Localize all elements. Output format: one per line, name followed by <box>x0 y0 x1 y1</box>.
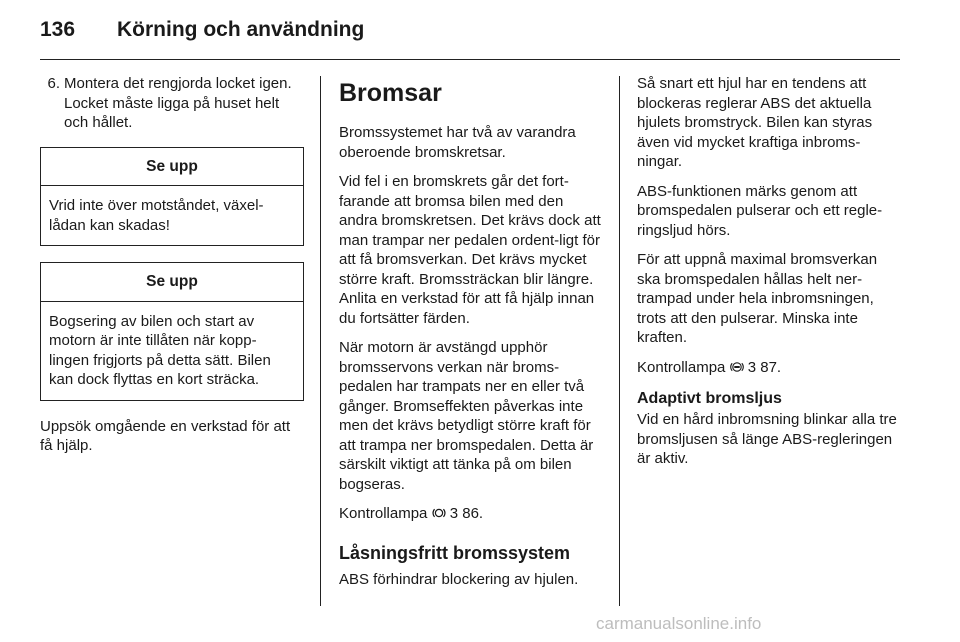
paragraph: Vid en hård inbromsning blinkar alla tre bromsljusen så länge ABS-regleringen är aktiv. <box>637 411 897 467</box>
paragraph: Så snart ett hjul har en tendens att blockeras reglerar ABS det aktuella hjulets bromstryck. Bilen kan styras även vid mycket kraftiga inbroms-ningar. <box>637 75 873 170</box>
caution-box <box>40 147 304 247</box>
reference-arrow: 3 <box>747 358 757 376</box>
reference-page: 86. <box>462 505 484 522</box>
header-rule <box>40 59 900 60</box>
paragraph: Vid fel i en bromskrets går det fort-farande att bromsa bilen med den andra bromskretsen. Det krävs dock att man trampar ner pedalen ordent-ligt för att få bromsverkan. Det krävs mycket större kraft. Bromssträckan blir längre. Anlita en verkstad för att få hjälp innan du fortsätter färden. <box>339 173 601 327</box>
column-divider-1 <box>320 76 321 606</box>
column-2 <box>339 74 603 599</box>
abs-warning-icon <box>730 360 744 374</box>
watermark: carmanualsonline.info <box>596 614 762 633</box>
column-divider-2 <box>619 76 620 606</box>
subsection-heading: Adaptivt bromsljus <box>637 390 782 407</box>
page-number: 136 <box>40 18 76 41</box>
reference-label: Kontrollampa <box>339 505 428 522</box>
caution-box <box>40 262 304 401</box>
paragraph: Uppsök omgående en verkstad för att få hjälp. <box>40 417 291 454</box>
column-1 <box>40 74 304 466</box>
caution-title: Se upp <box>146 273 198 290</box>
paragraph: När motorn är avstängd upphör bromsservons verkan när broms-pedalen har trampats ner en eller två gånger. Bromseffekten påverkas inte men det krävs betydligt större kraft för att trampa ner bromspedalen. Detta är särskilt viktigt att tänka på om bilen bogseras. <box>339 339 594 493</box>
column-3 <box>637 74 901 479</box>
paragraph: Bromssystemet har två av varandra oberoende bromskretsar. <box>339 124 576 161</box>
step-item <box>40 74 304 133</box>
step-text: Montera det rengjorda locket igen. Locket måste ligga på huset helt och hållet. <box>64 75 292 131</box>
caution-text: Bogsering av bilen och start av motorn är inte tillåten när kopp-lingen frigjorts på detta sätt. Bilen kan dock flyttas en kort sträcka. <box>49 312 271 388</box>
caution-text: Vrid inte över motståndet, växel-lådan kan skadas! <box>49 197 264 234</box>
paragraph: ABS-funktionen märks genom att bromspedalen pulserar och ett regle-ringsljud hörs. <box>637 182 883 239</box>
reference-arrow: 3 <box>449 505 459 522</box>
chapter-title: Körning och användning <box>117 18 365 41</box>
subsection-heading: Låsningsfritt bromssystem <box>339 542 571 563</box>
reference-line <box>339 504 603 524</box>
caution-title: Se upp <box>146 157 198 175</box>
section-heading: Bromsar <box>339 79 442 107</box>
reference-line <box>637 358 901 378</box>
step-number: 6. <box>47 75 60 92</box>
reference-page: 87. <box>760 358 782 376</box>
paragraph: För att uppnå maximal bromsverkan ska bromspedalen hållas helt ner-trampad under hela inbromsningen, trots att den pulserar. Minska inte kraften. <box>637 251 878 346</box>
reference-label: Kontrollampa <box>637 358 726 376</box>
paragraph: ABS förhindrar blockering av hjulen. <box>339 570 579 588</box>
brake-warning-icon <box>432 506 446 520</box>
